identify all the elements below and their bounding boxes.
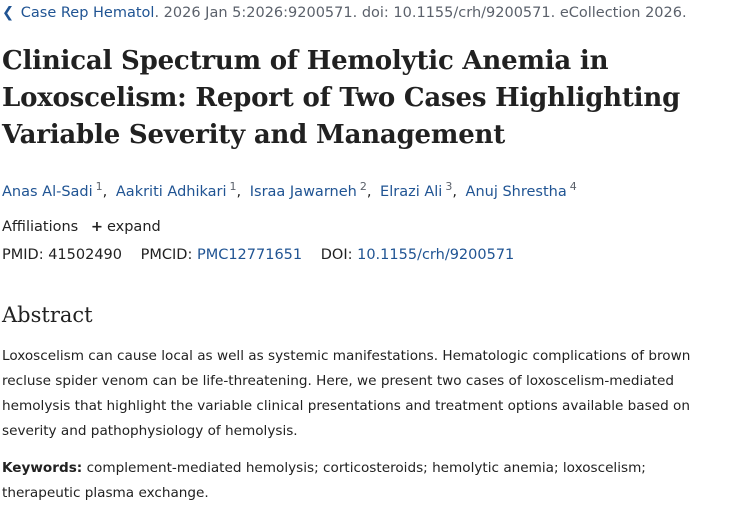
affiliation-number[interactable]: 2 — [359, 180, 367, 193]
affiliation-number[interactable]: 4 — [569, 180, 577, 193]
abstract-text — [2, 344, 748, 444]
citation-line — [2, 4, 687, 22]
journal-link[interactable]: Case Rep Hematol — [20, 5, 155, 21]
title-line: Loxoscelism: Report of Two Cases Highlighting — [2, 83, 681, 113]
article-title — [2, 43, 742, 154]
author-item — [465, 180, 577, 200]
doi-group — [321, 247, 515, 263]
plus-icon: + — [90, 219, 103, 235]
author-link[interactable]: Anuj Shrestha — [465, 184, 567, 200]
author-item — [115, 180, 237, 200]
keywords-text: therapeutic plasma exchange. — [2, 485, 209, 501]
affiliation-number[interactable]: 3 — [445, 180, 453, 193]
pmcid-group — [141, 247, 307, 263]
author-item — [249, 180, 367, 200]
pmcid-link[interactable]: PMC12771651 — [196, 247, 303, 263]
pmid-group — [2, 247, 127, 263]
abstract-line: hemolysis that highlight the variable clinical presentations and treatment options available based on — [2, 398, 690, 414]
citation-details: . 2026 Jan 5:2026:9200571. doi: 10.1155/crh/9200571. eCollection 2026. — [154, 5, 687, 21]
abstract-line: severity and pathophysiology of hemolysis. — [2, 423, 298, 439]
pmid-label: PMID: — [2, 247, 44, 263]
affiliation-number[interactable]: 1 — [229, 180, 237, 193]
doi-label: DOI: — [320, 247, 353, 263]
author-item — [2, 180, 103, 200]
abstract-line: Loxoscelism can cause local as well as systemic manifestations. Hematologic complications of brown — [2, 348, 691, 364]
keywords-section — [2, 456, 748, 506]
pmid-value: 41502490 — [48, 247, 123, 263]
author-item — [380, 180, 453, 200]
affiliation-number[interactable]: 1 — [95, 180, 103, 193]
chevron-left-icon[interactable]: ❮ — [2, 5, 15, 21]
abstract-heading: Abstract — [2, 303, 93, 327]
abstract-line: recluse spider venom can be life-threatening. Here, we present two cases of loxoscelism-mediated — [2, 373, 674, 389]
doi-link[interactable]: 10.1155/crh/9200571 — [357, 247, 515, 263]
keywords-text: complement-mediated hemolysis; corticosteroids; hemolytic anemia; loxoscelism; — [86, 460, 646, 476]
title-line: Clinical Spectrum of Hemolytic Anemia in — [2, 46, 609, 76]
article-identifiers — [2, 245, 528, 265]
author-list: Anas Al-Sadi $^1$, Aakriti Adhikari $^1$, Israa Jawarneh $^2$, Elrazi Ali $^3$, Anuj Shrestha $^4$ — [2, 180, 577, 200]
affiliations-toggle[interactable] — [2, 217, 161, 237]
keywords-label: Keywords: — [2, 460, 83, 476]
affiliations-label: Affiliations — [2, 219, 79, 235]
author-link[interactable]: Aakriti Adhikari — [115, 184, 227, 200]
expand-label: expand — [106, 219, 161, 235]
author-link[interactable]: Anas Al-Sadi — [2, 184, 93, 200]
author-link[interactable]: Elrazi Ali — [380, 184, 443, 200]
pmcid-label: PMCID: — [140, 247, 193, 263]
title-line: Variable Severity and Management — [2, 120, 506, 150]
author-link[interactable]: Israa Jawarneh — [249, 184, 357, 200]
